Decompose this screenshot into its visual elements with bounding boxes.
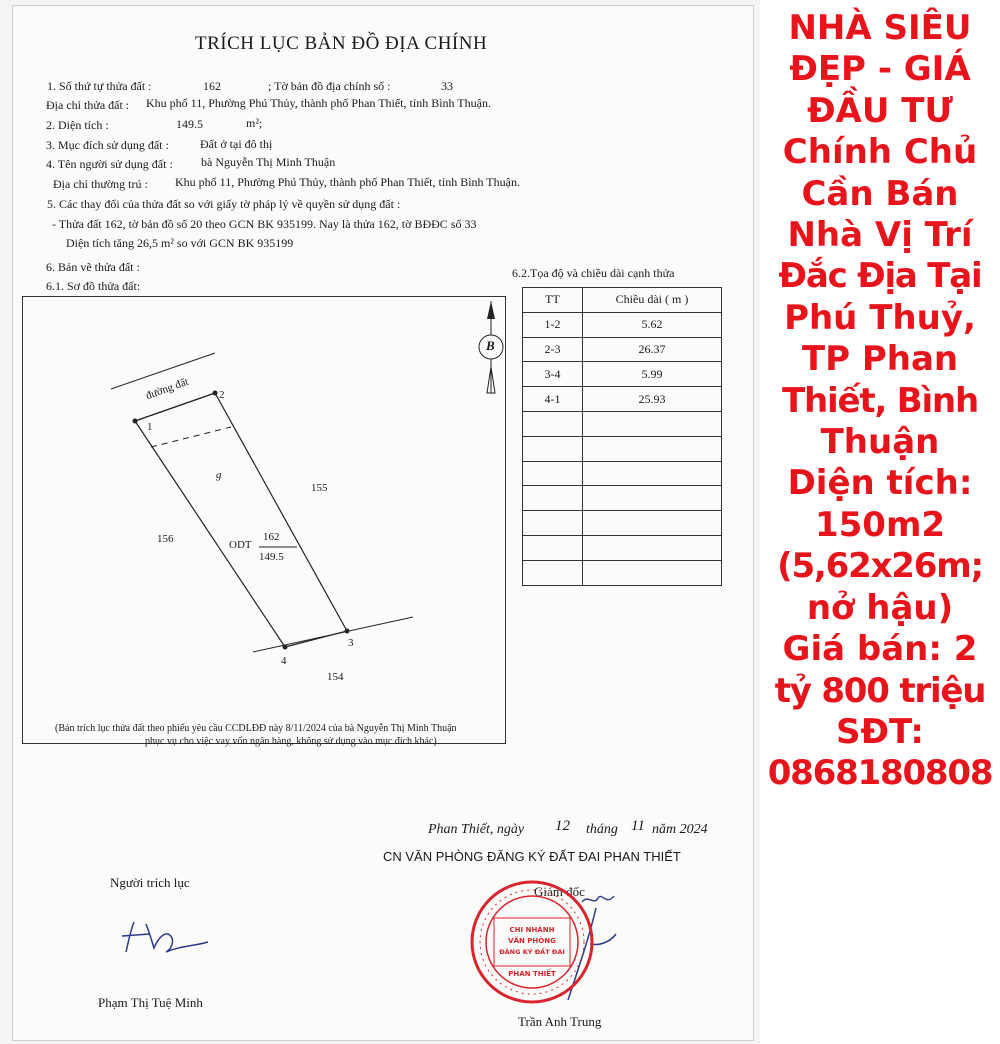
change-line-1: - Thửa đất 162, tờ bản đồ số 20 theo GCN BK 935199. Nay là thửa 162, tờ BĐĐC số 33: [52, 217, 477, 231]
vertex-4-label: 4: [281, 655, 287, 667]
area-label: 2. Diện tích :: [46, 118, 109, 132]
usage-note-line-1: (Bản trích lục thửa đất theo phiếu yêu cầu CCDLĐĐ này 8/11/2024 của bà Nguyễn Thị Minh Thuận: [55, 723, 457, 734]
address-label: Địa chỉ thửa đất :: [46, 98, 130, 112]
residence-label: Địa chỉ thường trú :: [53, 177, 148, 191]
edge-length: 5.62: [583, 312, 722, 337]
svg-text:PHAN THIẾT: PHAN THIẾT: [508, 970, 556, 978]
change-line-2: Diện tích tăng 26,5 m² so với GCN BK 935199: [66, 236, 294, 250]
vertex-1-label: 1: [147, 421, 153, 433]
table-row: [523, 312, 722, 337]
ad-line: ĐẸP - GIÁ: [789, 49, 971, 90]
owner-value: bà Nguyễn Thị Minh Thuận: [201, 155, 336, 169]
issuing-office: CN VĂN PHÒNG ĐĂNG KÝ ĐẤT ĐAI PHAN THIẾT: [383, 849, 681, 864]
date-month-word: tháng: [586, 822, 618, 837]
neighbor-156: 156: [157, 533, 174, 545]
edge-id: 2-3: [523, 337, 583, 362]
parcel-number: 162: [263, 531, 280, 543]
vertex-4-dot: [283, 645, 288, 650]
vertex-2-dot: [213, 391, 218, 396]
parcel-no-label: 1. Số thứ tự thửa đất :: [47, 79, 152, 93]
coord-label: 6.2.Tọa độ và chiều dài cạnh thửa: [512, 266, 675, 280]
ad-line: Diện tích:: [787, 463, 973, 504]
residence-value: Khu phố 11, Phường Phú Thủy, thành phố Phan Thiết, tỉnh Bình Thuận.: [175, 175, 520, 189]
date-year: năm 2024: [652, 822, 708, 837]
map-sheet-label: ; Tờ bản đồ địa chính số :: [268, 79, 391, 93]
table-row: [523, 362, 722, 387]
sale-advertisement: [760, 8, 1000, 795]
director-title: Giám đốc: [534, 884, 585, 899]
compass-letter: B: [486, 338, 495, 353]
ad-line: SĐT:: [836, 711, 924, 752]
extractor-signature: [120, 912, 210, 958]
table-row: [523, 387, 722, 412]
neighbor-154: 154: [327, 671, 344, 683]
edge-length: 5.99: [583, 362, 722, 387]
ad-line: Phú Thuỷ,: [784, 297, 976, 338]
svg-text:ĐĂNG KÝ ĐẤT ĐAI: ĐĂNG KÝ ĐẤT ĐAI: [499, 948, 565, 956]
setback-line: [151, 427, 231, 447]
date-prefix: Phan Thiết, ngày: [428, 822, 525, 837]
ad-line: Giá bán: 2: [782, 629, 978, 670]
empty-row: [523, 411, 722, 436]
director-name: Trần Anh Trung: [518, 1014, 602, 1029]
empty-row: [523, 436, 722, 461]
empty-row: [523, 486, 722, 511]
ad-line: Thiết, Bình: [782, 380, 978, 421]
edge-length: 25.93: [583, 387, 722, 412]
empty-row: [523, 535, 722, 560]
edge-id: 4-1: [523, 387, 583, 412]
road-label: đường đất: [144, 375, 191, 403]
parcel-no-value: 162: [203, 79, 221, 93]
date-day: 12: [555, 818, 570, 834]
ad-line: Chính Chủ: [782, 132, 978, 173]
edge-length: 26.37: [583, 337, 722, 362]
edge-id: 1-2: [523, 312, 583, 337]
header-length: Chiều dài ( m ): [583, 288, 722, 313]
sketch-label: 6.1. Sơ đồ thửa đất:: [46, 279, 141, 293]
document-title: TRÍCH LỤC BẢN ĐỒ ĐỊA CHÍNH: [195, 33, 488, 54]
ad-line: Thuận: [820, 422, 940, 463]
empty-row: [523, 560, 722, 585]
ad-line: nở hậu): [806, 587, 954, 628]
parcel-mark: g: [216, 469, 222, 481]
ad-line: (5,62x26m;: [777, 546, 983, 587]
drawing-label: 6. Bản vẽ thửa đất :: [46, 260, 140, 274]
ad-line: NHÀ SIÊU: [788, 8, 972, 48]
svg-text:VĂN PHÒNG: VĂN PHÒNG: [508, 937, 556, 945]
usage-note-line-2: phục vụ cho việc vay vốn ngân hàng, không sử dụng vào mục đích khác): [145, 736, 437, 747]
table-row: [523, 337, 722, 362]
area-unit: m²;: [246, 116, 263, 130]
svg-text:CHI NHÁNH: CHI NHÁNH: [509, 926, 555, 934]
official-red-stamp: [468, 878, 596, 1006]
parcel-outline: [135, 393, 347, 647]
empty-row: [523, 511, 722, 536]
purpose-value: Đất ở tại đô thị: [200, 137, 273, 151]
empty-row: [523, 461, 722, 486]
extractor-name: Phạm Thị Tuệ Minh: [98, 995, 203, 1010]
ad-phone: 0868180808: [767, 753, 993, 794]
ad-line: ĐẦU TƯ: [807, 90, 953, 131]
ad-line: Cần Bán: [801, 173, 959, 214]
vertex-1-dot: [133, 419, 138, 424]
extractor-title: Người trích lục: [110, 875, 190, 890]
ad-line: Đắc Địa Tại: [778, 256, 982, 297]
vertex-3-label: 3: [348, 637, 354, 649]
ad-line: tỷ 800 triệu: [774, 670, 986, 711]
parcel-area: 149.5: [259, 551, 284, 563]
parcel-sketch: [22, 296, 506, 747]
land-code: ODT: [229, 539, 252, 551]
changes-label: 5. Các thay đổi của thửa đất so với giấy tờ pháp lý về quyền sử dụng đất :: [47, 197, 401, 211]
vertex-2-label: 2: [219, 389, 225, 401]
edge-length-table: [522, 287, 722, 586]
map-sheet-value: 33: [441, 79, 453, 93]
purpose-label: 3. Mục đích sử dụng đất :: [46, 138, 169, 152]
ad-line: Nhà Vị Trí: [787, 215, 973, 256]
edge-id: 3-4: [523, 362, 583, 387]
ad-line: 150m2: [814, 504, 946, 545]
address-value: Khu phố 11, Phường Phú Thủy, thành phố Phan Thiết, tỉnh Bình Thuận.: [146, 96, 491, 110]
ad-line: TP Phan: [801, 339, 959, 380]
vertex-3-dot: [345, 629, 350, 634]
parcel-sketch-drawing: [23, 297, 507, 745]
date-month: 11: [631, 818, 645, 834]
area-value: 149.5: [176, 117, 203, 131]
owner-label: 4. Tên người sử dụng đất :: [46, 157, 173, 171]
neighbor-155: 155: [311, 482, 328, 494]
header-tt: TT: [523, 288, 583, 313]
table-header-row: [523, 288, 722, 313]
